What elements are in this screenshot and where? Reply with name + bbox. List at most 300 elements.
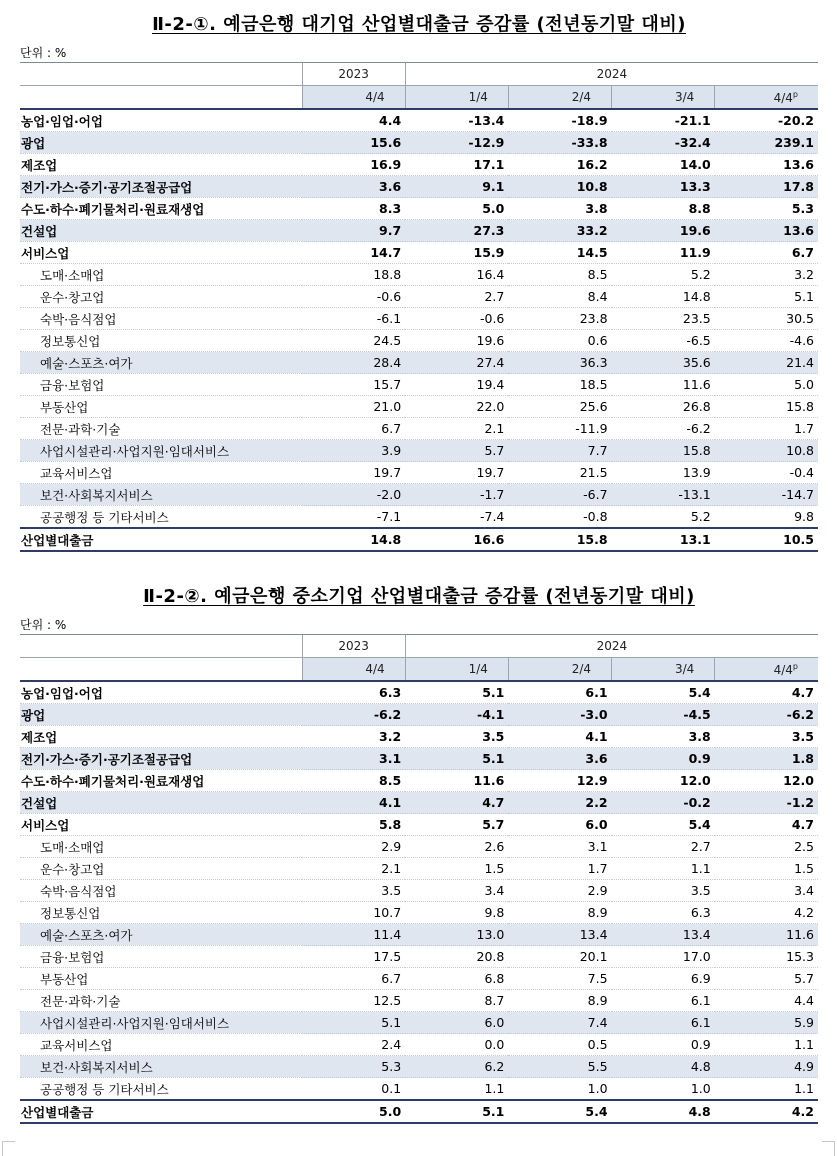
blank-header	[20, 658, 302, 682]
growth-rate-cell: 2.9	[508, 880, 611, 902]
growth-rate-cell: 1.8	[715, 748, 818, 770]
growth-rate-cell: -4.6	[715, 330, 818, 352]
growth-rate-cell: 11.6	[405, 770, 508, 792]
industry-label: 정보통신업	[20, 330, 302, 352]
growth-rate-cell: -0.2	[612, 792, 715, 814]
growth-rate-cell: 5.4	[612, 814, 715, 836]
table-row	[20, 220, 818, 242]
growth-rate-cell: 9.8	[715, 506, 818, 529]
industry-label: 건설업	[20, 792, 302, 814]
growth-rate-cell: -0.4	[715, 462, 818, 484]
blank-header	[20, 86, 302, 110]
growth-rate-cell: 15.9	[405, 242, 508, 264]
growth-rate-cell: 5.1	[405, 748, 508, 770]
growth-rate-cell: -18.9	[508, 109, 611, 132]
growth-rate-cell: -6.2	[612, 418, 715, 440]
growth-rate-cell: 3.5	[405, 726, 508, 748]
growth-rate-cell: -0.8	[508, 506, 611, 529]
growth-rate-cell: 13.3	[612, 176, 715, 198]
industry-label: 전문·과학·기술	[20, 990, 302, 1012]
growth-rate-cell: 3.6	[508, 748, 611, 770]
growth-rate-cell: 5.7	[715, 968, 818, 990]
growth-rate-cell: 2.5	[715, 836, 818, 858]
growth-rate-cell: -4.1	[405, 704, 508, 726]
growth-rate-cell: -13.4	[405, 109, 508, 132]
growth-rate-cell: 20.8	[405, 946, 508, 968]
table-row	[20, 176, 818, 198]
growth-rate-cell: 26.8	[612, 396, 715, 418]
growth-rate-cell: 14.0	[612, 154, 715, 176]
growth-rate-cell: 1.0	[612, 1078, 715, 1101]
industry-label: 예술·스포츠·여가	[20, 352, 302, 374]
growth-rate-cell: 3.1	[302, 748, 405, 770]
table-body	[20, 109, 818, 551]
quarter-header: 2/4	[508, 658, 611, 682]
growth-rate-cell: 5.0	[302, 1100, 405, 1123]
quarter-header-row	[20, 86, 818, 110]
table-title: Ⅱ-2-②. 예금은행 중소기업 산업별대출금 증감률 (전년동기말 대비)	[143, 586, 695, 607]
industry-label: 수도·하수·폐기물처리·원료재생업	[20, 198, 302, 220]
industry-label: 서비스업	[20, 814, 302, 836]
growth-rate-cell: 22.0	[405, 396, 508, 418]
year-header-2024: 2024	[405, 635, 818, 658]
quarter-header: 3/4	[612, 658, 715, 682]
growth-rate-cell: -6.5	[612, 330, 715, 352]
growth-rate-cell: 13.6	[715, 220, 818, 242]
growth-rate-cell: 9.1	[405, 176, 508, 198]
growth-rate-cell: 3.1	[508, 836, 611, 858]
growth-rate-cell: 13.4	[508, 924, 611, 946]
growth-rate-cell: 4.8	[612, 1100, 715, 1123]
growth-rate-cell: 4.9	[715, 1056, 818, 1078]
growth-rate-cell: 6.3	[612, 902, 715, 924]
growth-rate-cell: 4.1	[508, 726, 611, 748]
growth-rate-cell: 5.2	[612, 264, 715, 286]
growth-rate-cell: 1.7	[508, 858, 611, 880]
growth-rate-cell: 10.8	[508, 176, 611, 198]
growth-rate-cell: -0.6	[302, 286, 405, 308]
table-row	[20, 1034, 818, 1056]
growth-rate-cell: -20.2	[715, 109, 818, 132]
growth-rate-cell: -0.6	[405, 308, 508, 330]
unit-label: 단위 : %	[20, 46, 67, 60]
growth-rate-cell: 17.1	[405, 154, 508, 176]
growth-rate-cell: 11.6	[612, 374, 715, 396]
growth-rate-cell: 28.4	[302, 352, 405, 374]
growth-rate-cell: 7.4	[508, 1012, 611, 1034]
growth-rate-cell: 0.9	[612, 1034, 715, 1056]
industry-label: 숙박·음식점업	[20, 880, 302, 902]
growth-rate-cell: 4.1	[302, 792, 405, 814]
quarter-header: 3/4	[612, 86, 715, 110]
table-row	[20, 506, 818, 529]
growth-rate-cell: 1.0	[508, 1078, 611, 1101]
growth-rate-cell: 6.3	[302, 681, 405, 704]
growth-rate-cell: 21.4	[715, 352, 818, 374]
growth-rate-cell: 4.4	[715, 990, 818, 1012]
industry-label: 사업시설관리·사업지원·임대서비스	[20, 440, 302, 462]
growth-rate-cell: 0.0	[405, 1034, 508, 1056]
growth-rate-cell: 3.2	[302, 726, 405, 748]
growth-rate-cell: 17.0	[612, 946, 715, 968]
loan-growth-table	[20, 634, 818, 1124]
unit-label: 단위 : %	[20, 618, 67, 632]
growth-rate-cell: 36.3	[508, 352, 611, 374]
growth-rate-cell: 13.1	[612, 528, 715, 551]
table-row	[20, 902, 818, 924]
quarter-header-row	[20, 658, 818, 682]
growth-rate-cell: 11.4	[302, 924, 405, 946]
table-row	[20, 858, 818, 880]
table-row	[20, 1078, 818, 1101]
growth-rate-cell: 5.7	[405, 814, 508, 836]
industry-label: 광업	[20, 132, 302, 154]
table-row	[20, 418, 818, 440]
growth-rate-cell: -11.9	[508, 418, 611, 440]
growth-rate-cell: -2.0	[302, 484, 405, 506]
growth-rate-cell: 15.3	[715, 946, 818, 968]
industry-label: 건설업	[20, 220, 302, 242]
industry-label: 제조업	[20, 154, 302, 176]
growth-rate-cell: 3.4	[715, 880, 818, 902]
growth-rate-cell: 27.3	[405, 220, 508, 242]
table-row	[20, 132, 818, 154]
growth-rate-cell: 8.3	[302, 198, 405, 220]
table-row	[20, 924, 818, 946]
growth-rate-cell: 27.4	[405, 352, 508, 374]
growth-rate-cell: -21.1	[612, 109, 715, 132]
growth-rate-cell: 239.1	[715, 132, 818, 154]
growth-rate-cell: 3.5	[302, 880, 405, 902]
growth-rate-cell: 0.1	[302, 1078, 405, 1101]
growth-rate-cell: -32.4	[612, 132, 715, 154]
growth-rate-cell: 5.1	[715, 286, 818, 308]
table-body	[20, 681, 818, 1123]
growth-rate-cell: 9.8	[405, 902, 508, 924]
growth-rate-cell: 23.8	[508, 308, 611, 330]
growth-rate-cell: 16.6	[405, 528, 508, 551]
growth-rate-cell: 2.6	[405, 836, 508, 858]
table-row	[20, 968, 818, 990]
growth-rate-cell: 1.1	[715, 1078, 818, 1101]
growth-rate-cell: 3.4	[405, 880, 508, 902]
growth-rate-cell: 12.0	[715, 770, 818, 792]
table-row	[20, 484, 818, 506]
industry-label: 공공행정 등 기타서비스	[20, 1078, 302, 1101]
table-row	[20, 154, 818, 176]
blank-header	[20, 635, 302, 658]
growth-rate-cell: 3.6	[302, 176, 405, 198]
quarter-header: 4/4	[302, 86, 405, 110]
industry-label: 운수·창고업	[20, 286, 302, 308]
growth-rate-cell: 35.6	[612, 352, 715, 374]
growth-rate-cell: 14.8	[302, 528, 405, 551]
table-row	[20, 528, 818, 551]
year-header-row	[20, 635, 818, 658]
growth-rate-cell: 13.9	[612, 462, 715, 484]
growth-rate-cell: 5.3	[302, 1056, 405, 1078]
growth-rate-cell: -13.1	[612, 484, 715, 506]
industry-label: 광업	[20, 704, 302, 726]
growth-rate-cell: 6.8	[405, 968, 508, 990]
growth-rate-cell: 10.7	[302, 902, 405, 924]
growth-rate-cell: 6.1	[612, 990, 715, 1012]
growth-rate-cell: 5.4	[508, 1100, 611, 1123]
growth-rate-cell: 4.7	[715, 814, 818, 836]
industry-label: 부동산업	[20, 396, 302, 418]
growth-rate-cell: 8.4	[508, 286, 611, 308]
table-row	[20, 1100, 818, 1123]
growth-rate-cell: 21.5	[508, 462, 611, 484]
table-row	[20, 374, 818, 396]
quarter-header-preliminary	[715, 658, 818, 682]
growth-rate-cell: 6.1	[508, 681, 611, 704]
growth-rate-cell: -3.0	[508, 704, 611, 726]
quarter-header: 1/4	[405, 658, 508, 682]
growth-rate-cell: 3.5	[715, 726, 818, 748]
growth-rate-cell: 5.3	[715, 198, 818, 220]
quarter-header: 1/4	[405, 86, 508, 110]
preliminary-mark: p	[792, 89, 798, 99]
industry-label: 운수·창고업	[20, 858, 302, 880]
growth-rate-cell: 6.7	[302, 418, 405, 440]
growth-rate-cell: 5.4	[612, 681, 715, 704]
growth-rate-cell: -12.9	[405, 132, 508, 154]
growth-rate-cell: 15.8	[612, 440, 715, 462]
growth-rate-cell: 24.5	[302, 330, 405, 352]
industry-label: 정보통신업	[20, 902, 302, 924]
growth-rate-cell: 1.1	[612, 858, 715, 880]
growth-rate-cell: 5.9	[715, 1012, 818, 1034]
table-row	[20, 836, 818, 858]
growth-rate-cell: 12.0	[612, 770, 715, 792]
table-row	[20, 440, 818, 462]
growth-rate-cell: 8.7	[405, 990, 508, 1012]
growth-rate-cell: -6.2	[715, 704, 818, 726]
growth-rate-cell: 8.9	[508, 990, 611, 1012]
growth-rate-cell: 6.0	[405, 1012, 508, 1034]
growth-rate-cell: 7.5	[508, 968, 611, 990]
growth-rate-cell: 2.1	[302, 858, 405, 880]
growth-rate-cell: 19.7	[302, 462, 405, 484]
growth-rate-cell: 2.2	[508, 792, 611, 814]
year-header-2023: 2023	[302, 635, 405, 658]
growth-rate-cell: 19.7	[405, 462, 508, 484]
industry-label: 교육서비스업	[20, 1034, 302, 1056]
table-row	[20, 352, 818, 374]
growth-rate-cell: 5.1	[405, 1100, 508, 1123]
growth-rate-cell: 12.5	[302, 990, 405, 1012]
industry-label: 산업별대출금	[20, 528, 302, 551]
growth-rate-cell: 5.1	[302, 1012, 405, 1034]
growth-rate-cell: 0.5	[508, 1034, 611, 1056]
blank-header	[20, 63, 302, 86]
growth-rate-cell: 18.5	[508, 374, 611, 396]
year-header-2024: 2024	[405, 63, 818, 86]
growth-rate-cell: 4.2	[715, 1100, 818, 1123]
large-enterprise-section	[20, 10, 818, 552]
growth-rate-cell: 5.5	[508, 1056, 611, 1078]
growth-rate-cell: 6.0	[508, 814, 611, 836]
table-row	[20, 198, 818, 220]
sme-section	[20, 582, 818, 1124]
growth-rate-cell: 19.4	[405, 374, 508, 396]
year-header-row	[20, 63, 818, 86]
industry-label: 금융·보험업	[20, 374, 302, 396]
growth-rate-cell: 4.4	[302, 109, 405, 132]
quarter-header: 4/4	[302, 658, 405, 682]
growth-rate-cell: 5.2	[612, 506, 715, 529]
table-row	[20, 770, 818, 792]
industry-label: 교육서비스업	[20, 462, 302, 484]
loan-growth-table	[20, 62, 818, 552]
growth-rate-cell: 4.7	[715, 681, 818, 704]
growth-rate-cell: 8.5	[302, 770, 405, 792]
preliminary-mark: p	[792, 661, 798, 671]
industry-label: 농업·임업·어업	[20, 681, 302, 704]
growth-rate-cell: 33.2	[508, 220, 611, 242]
page-corner-mark	[2, 1141, 15, 1156]
industry-label: 전기·가스·증기·공기조절공급업	[20, 748, 302, 770]
growth-rate-cell: 11.9	[612, 242, 715, 264]
growth-rate-cell: 5.7	[405, 440, 508, 462]
growth-rate-cell: 4.2	[715, 902, 818, 924]
growth-rate-cell: -14.7	[715, 484, 818, 506]
table-row	[20, 330, 818, 352]
growth-rate-cell: 13.6	[715, 154, 818, 176]
growth-rate-cell: 10.5	[715, 528, 818, 551]
table-row	[20, 946, 818, 968]
growth-rate-cell: 3.8	[612, 726, 715, 748]
growth-rate-cell: -1.2	[715, 792, 818, 814]
growth-rate-cell: 6.2	[405, 1056, 508, 1078]
table-row	[20, 1012, 818, 1034]
growth-rate-cell: 15.8	[508, 528, 611, 551]
growth-rate-cell: 5.0	[715, 374, 818, 396]
table-row	[20, 308, 818, 330]
growth-rate-cell: -7.4	[405, 506, 508, 529]
growth-rate-cell: 19.6	[405, 330, 508, 352]
industry-label: 산업별대출금	[20, 1100, 302, 1123]
growth-rate-cell: 5.8	[302, 814, 405, 836]
growth-rate-cell: 1.5	[715, 858, 818, 880]
industry-label: 서비스업	[20, 242, 302, 264]
table-row	[20, 880, 818, 902]
growth-rate-cell: 14.7	[302, 242, 405, 264]
industry-label: 예술·스포츠·여가	[20, 924, 302, 946]
industry-label: 금융·보험업	[20, 946, 302, 968]
growth-rate-cell: 9.7	[302, 220, 405, 242]
industry-label: 사업시설관리·사업지원·임대서비스	[20, 1012, 302, 1034]
industry-label: 보건·사회복지서비스	[20, 1056, 302, 1078]
growth-rate-cell: 6.7	[715, 242, 818, 264]
industry-label: 수도·하수·폐기물처리·원료재생업	[20, 770, 302, 792]
growth-rate-cell: -4.5	[612, 704, 715, 726]
industry-label: 도매·소매업	[20, 836, 302, 858]
table-row	[20, 792, 818, 814]
growth-rate-cell: 6.9	[612, 968, 715, 990]
table-row	[20, 286, 818, 308]
industry-label: 보건·사회복지서비스	[20, 484, 302, 506]
growth-rate-cell: 3.8	[508, 198, 611, 220]
growth-rate-cell: 8.8	[612, 198, 715, 220]
growth-rate-cell: 13.4	[612, 924, 715, 946]
growth-rate-cell: 4.7	[405, 792, 508, 814]
growth-rate-cell: 2.4	[302, 1034, 405, 1056]
growth-rate-cell: 5.1	[405, 681, 508, 704]
growth-rate-cell: 12.9	[508, 770, 611, 792]
growth-rate-cell: 2.9	[302, 836, 405, 858]
growth-rate-cell: 25.6	[508, 396, 611, 418]
industry-label: 농업·임업·어업	[20, 109, 302, 132]
table-row	[20, 264, 818, 286]
table-row	[20, 462, 818, 484]
industry-label: 도매·소매업	[20, 264, 302, 286]
industry-label: 숙박·음식점업	[20, 308, 302, 330]
growth-rate-cell: 30.5	[715, 308, 818, 330]
growth-rate-cell: 23.5	[612, 308, 715, 330]
growth-rate-cell: 19.6	[612, 220, 715, 242]
growth-rate-cell: 1.7	[715, 418, 818, 440]
quarter-label: 4/4	[773, 90, 793, 105]
growth-rate-cell: 8.9	[508, 902, 611, 924]
growth-rate-cell: 2.7	[612, 836, 715, 858]
growth-rate-cell: 15.7	[302, 374, 405, 396]
growth-rate-cell: 6.1	[612, 1012, 715, 1034]
growth-rate-cell: 14.8	[612, 286, 715, 308]
growth-rate-cell: 3.2	[715, 264, 818, 286]
industry-label: 공공행정 등 기타서비스	[20, 506, 302, 529]
growth-rate-cell: 16.4	[405, 264, 508, 286]
growth-rate-cell: 17.8	[715, 176, 818, 198]
table-row	[20, 1056, 818, 1078]
growth-rate-cell: 6.7	[302, 968, 405, 990]
growth-rate-cell: 21.0	[302, 396, 405, 418]
table-row	[20, 242, 818, 264]
growth-rate-cell: -1.7	[405, 484, 508, 506]
table-row	[20, 109, 818, 132]
growth-rate-cell: 13.0	[405, 924, 508, 946]
growth-rate-cell: 4.8	[612, 1056, 715, 1078]
growth-rate-cell: 2.7	[405, 286, 508, 308]
growth-rate-cell: 16.2	[508, 154, 611, 176]
growth-rate-cell: 20.1	[508, 946, 611, 968]
industry-label: 전기·가스·증기·공기조절공급업	[20, 176, 302, 198]
quarter-header-preliminary	[715, 86, 818, 110]
growth-rate-cell: 2.1	[405, 418, 508, 440]
growth-rate-cell: -7.1	[302, 506, 405, 529]
growth-rate-cell: 16.9	[302, 154, 405, 176]
table-row	[20, 990, 818, 1012]
table-row	[20, 681, 818, 704]
growth-rate-cell: -6.2	[302, 704, 405, 726]
year-header-2023: 2023	[302, 63, 405, 86]
growth-rate-cell: 18.8	[302, 264, 405, 286]
quarter-label: 4/4	[773, 662, 793, 677]
growth-rate-cell: -33.8	[508, 132, 611, 154]
industry-label: 전문·과학·기술	[20, 418, 302, 440]
growth-rate-cell: -6.7	[508, 484, 611, 506]
growth-rate-cell: 11.6	[715, 924, 818, 946]
growth-rate-cell: 15.8	[715, 396, 818, 418]
growth-rate-cell: 3.9	[302, 440, 405, 462]
growth-rate-cell: 14.5	[508, 242, 611, 264]
growth-rate-cell: 5.0	[405, 198, 508, 220]
page-corner-mark	[822, 1141, 835, 1156]
growth-rate-cell: 15.6	[302, 132, 405, 154]
growth-rate-cell: 3.5	[612, 880, 715, 902]
industry-label: 제조업	[20, 726, 302, 748]
